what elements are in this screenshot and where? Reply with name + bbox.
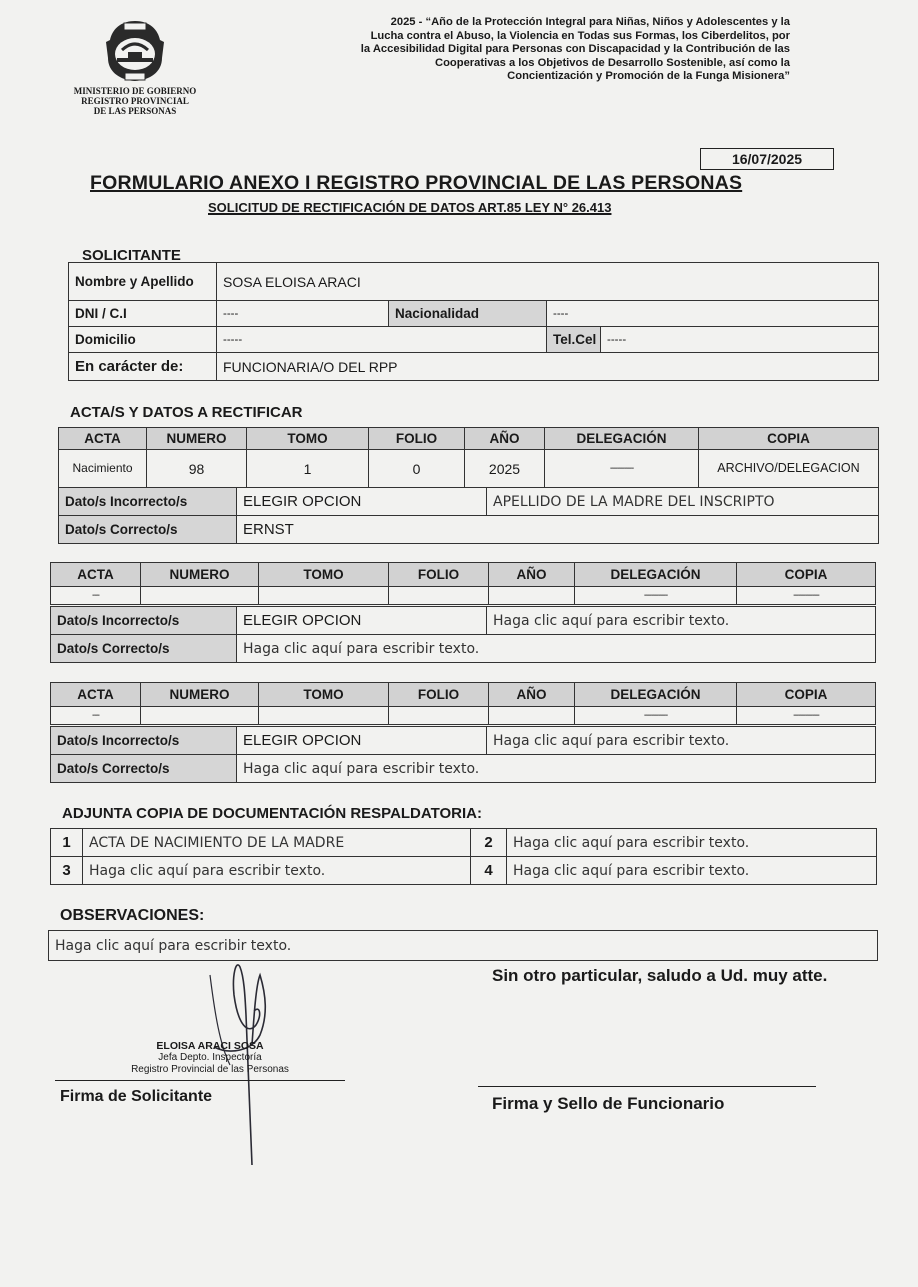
incorrect-option-select[interactable]: ELEGIR OPCION — [237, 607, 487, 635]
caracter-label: En carácter de: — [69, 353, 217, 381]
col-copia: COPIA — [737, 563, 876, 587]
signature-left-label: Firma de Solicitante — [60, 1088, 213, 1105]
numero-field[interactable] — [141, 707, 259, 725]
nacionalidad-field[interactable]: ---- — [547, 301, 879, 327]
correct-text-field[interactable]: Haga clic aquí para escribir texto. — [237, 755, 876, 783]
signature-line-right — [478, 1086, 816, 1087]
anio-field[interactable]: 2025 — [465, 450, 545, 488]
observaciones-heading: OBSERVACIONES: — [60, 907, 205, 924]
provincial-seal-icon — [98, 18, 172, 84]
col-folio: FOLIO — [389, 563, 489, 587]
delegacion-field[interactable]: ---------- — [545, 450, 699, 488]
doc-number: 4 — [471, 857, 507, 885]
doc-number: 1 — [51, 829, 83, 857]
acta-block-1-datos — [58, 487, 879, 544]
doc-field-2[interactable]: Haga clic aquí para escribir texto. — [507, 829, 877, 857]
doc-field-4[interactable]: Haga clic aquí para escribir texto. — [507, 857, 877, 885]
numero-field[interactable]: 98 — [147, 450, 247, 488]
ministry-logo — [60, 18, 210, 116]
incorrect-option-select[interactable]: ELEGIR OPCION — [237, 488, 487, 516]
closing-text: Sin otro particular, saludo a Ud. muy atte. — [492, 966, 828, 985]
col-copia: COPIA — [737, 683, 876, 707]
acta-block-3-datos — [50, 726, 876, 783]
correct-label: Dato/s Correcto/s — [51, 755, 237, 783]
anio-field[interactable] — [489, 707, 575, 725]
official-stamp — [110, 1040, 310, 1076]
acta-type-field[interactable]: --- — [51, 587, 141, 605]
acta-type-field[interactable]: Nacimiento — [59, 450, 147, 488]
incorrect-text-field[interactable]: APELLIDO DE LA MADRE DEL INSCRIPTO — [487, 488, 879, 516]
ministry-line-2: REGISTRO PROVINCIAL — [81, 96, 189, 106]
delegacion-field[interactable]: ---------- — [575, 587, 737, 605]
tomo-field[interactable]: 1 — [247, 450, 369, 488]
date-field[interactable]: 16/07/2025 — [700, 148, 834, 170]
col-tomo: TOMO — [247, 428, 369, 450]
domicilio-label: Domicilio — [69, 327, 217, 353]
incorrect-option-select[interactable]: ELEGIR OPCION — [237, 727, 487, 755]
col-acta: ACTA — [59, 428, 147, 450]
ministry-line-1: MINISTERIO DE GOBIERNO — [73, 86, 197, 96]
nacionalidad-label: Nacionalidad — [389, 301, 547, 327]
col-anio: AÑO — [489, 683, 575, 707]
correct-label: Dato/s Correcto/s — [51, 635, 237, 663]
incorrect-label: Dato/s Incorrecto/s — [59, 488, 237, 516]
delegacion-field[interactable]: ---------- — [575, 707, 737, 725]
doc-number: 2 — [471, 829, 507, 857]
ministry-line-3: DE LAS PERSONAS — [93, 106, 177, 116]
col-delegacion: DELEGACIÓN — [575, 563, 737, 587]
col-numero: NUMERO — [141, 683, 259, 707]
form-title: FORMULARIO ANEXO I REGISTRO PROVINCIAL DE LAS PERSONAS — [90, 172, 743, 194]
tomo-field[interactable] — [259, 587, 389, 605]
acta-type-field[interactable]: --- — [51, 707, 141, 725]
stamp-name: ELOISA ARACI SOSA — [156, 1040, 264, 1052]
col-numero: NUMERO — [147, 428, 247, 450]
anio-field[interactable] — [489, 587, 575, 605]
signature-right-label: Firma y Sello de Funcionario — [492, 1094, 725, 1113]
col-acta: ACTA — [51, 683, 141, 707]
col-copia: COPIA — [699, 428, 879, 450]
domicilio-field[interactable]: ----- — [217, 327, 547, 353]
folio-field[interactable]: 0 — [369, 450, 465, 488]
correct-label: Dato/s Correcto/s — [59, 516, 237, 544]
tel-field[interactable]: ----- — [601, 327, 879, 353]
col-numero: NUMERO — [141, 563, 259, 587]
folio-field[interactable] — [389, 587, 489, 605]
col-delegacion: DELEGACIÓN — [545, 428, 699, 450]
col-anio: AÑO — [465, 428, 545, 450]
incorrect-label: Dato/s Incorrecto/s — [51, 607, 237, 635]
form-subtitle: SOLICITUD DE RECTIFICACIÓN DE DATOS ART.85 LEY N° 26.413 — [208, 200, 612, 215]
col-acta: ACTA — [51, 563, 141, 587]
col-delegacion: DELEGACIÓN — [575, 683, 737, 707]
col-anio: AÑO — [489, 563, 575, 587]
solicitante-heading: SOLICITANTE — [82, 247, 181, 264]
nombre-label: Nombre y Apellido — [69, 263, 217, 301]
doc-field-3[interactable]: Haga clic aquí para escribir texto. — [83, 857, 471, 885]
acta-block-2-datos — [50, 606, 876, 663]
dni-label: DNI / C.I — [69, 301, 217, 327]
acta-block-3 — [50, 682, 876, 725]
incorrect-text-field[interactable]: Haga clic aquí para escribir texto. — [487, 607, 876, 635]
numero-field[interactable] — [141, 587, 259, 605]
col-tomo: TOMO — [259, 563, 389, 587]
correct-text-field[interactable]: Haga clic aquí para escribir texto. — [237, 635, 876, 663]
col-tomo: TOMO — [259, 683, 389, 707]
nombre-field[interactable]: SOSA ELOISA ARACI — [217, 263, 879, 301]
stamp-office: Registro Provincial de las Personas — [131, 1064, 289, 1075]
copia-field[interactable]: ----------- — [737, 587, 876, 605]
adjunta-table — [50, 828, 877, 885]
correct-text-field[interactable]: ERNST — [237, 516, 879, 544]
copia-field[interactable]: ----------- — [737, 707, 876, 725]
acta-block-2 — [50, 562, 876, 605]
caracter-field[interactable]: FUNCIONARIA/O DEL RPP — [217, 353, 879, 381]
observaciones-table — [48, 930, 878, 961]
doc-field-1[interactable]: ACTA DE NACIMIENTO DE LA MADRE — [83, 829, 471, 857]
acta-block-1 — [58, 427, 879, 488]
tel-label: Tel.Cel — [547, 327, 601, 353]
tomo-field[interactable] — [259, 707, 389, 725]
observaciones-field[interactable]: Haga clic aquí para escribir texto. — [49, 931, 878, 961]
incorrect-text-field[interactable]: Haga clic aquí para escribir texto. — [487, 727, 876, 755]
col-folio: FOLIO — [389, 683, 489, 707]
signature-line-left — [55, 1080, 345, 1081]
stamp-role: Jefa Depto. Inspectoría — [158, 1052, 262, 1063]
col-folio: FOLIO — [369, 428, 465, 450]
year-motto: 2025 - “Año de la Protección Integral para Niñas, Niños y Adolescentes y la Lucha contra el Abuso, la Violencia en Todas sus Formas, los Ciberdelitos, por la Accesibilidad Digital para Personas con Discapacidad y la Contribución de las Cooperativas a los Objetivos de Desarrollo Sostenible, así como la Concientización y Promoción de la Funga Misionera” — [360, 16, 790, 82]
folio-field[interactable] — [389, 707, 489, 725]
dni-field[interactable]: ---- — [217, 301, 389, 327]
copia-field[interactable]: ARCHIVO/DELEGACION — [699, 450, 879, 488]
doc-number: 3 — [51, 857, 83, 885]
actas-heading: ACTA/S Y DATOS A RECTIFICAR — [70, 404, 303, 421]
adjunta-heading: ADJUNTA COPIA DE DOCUMENTACIÓN RESPALDATORIA: — [62, 805, 482, 822]
incorrect-label: Dato/s Incorrecto/s — [51, 727, 237, 755]
solicitante-table — [68, 262, 879, 381]
